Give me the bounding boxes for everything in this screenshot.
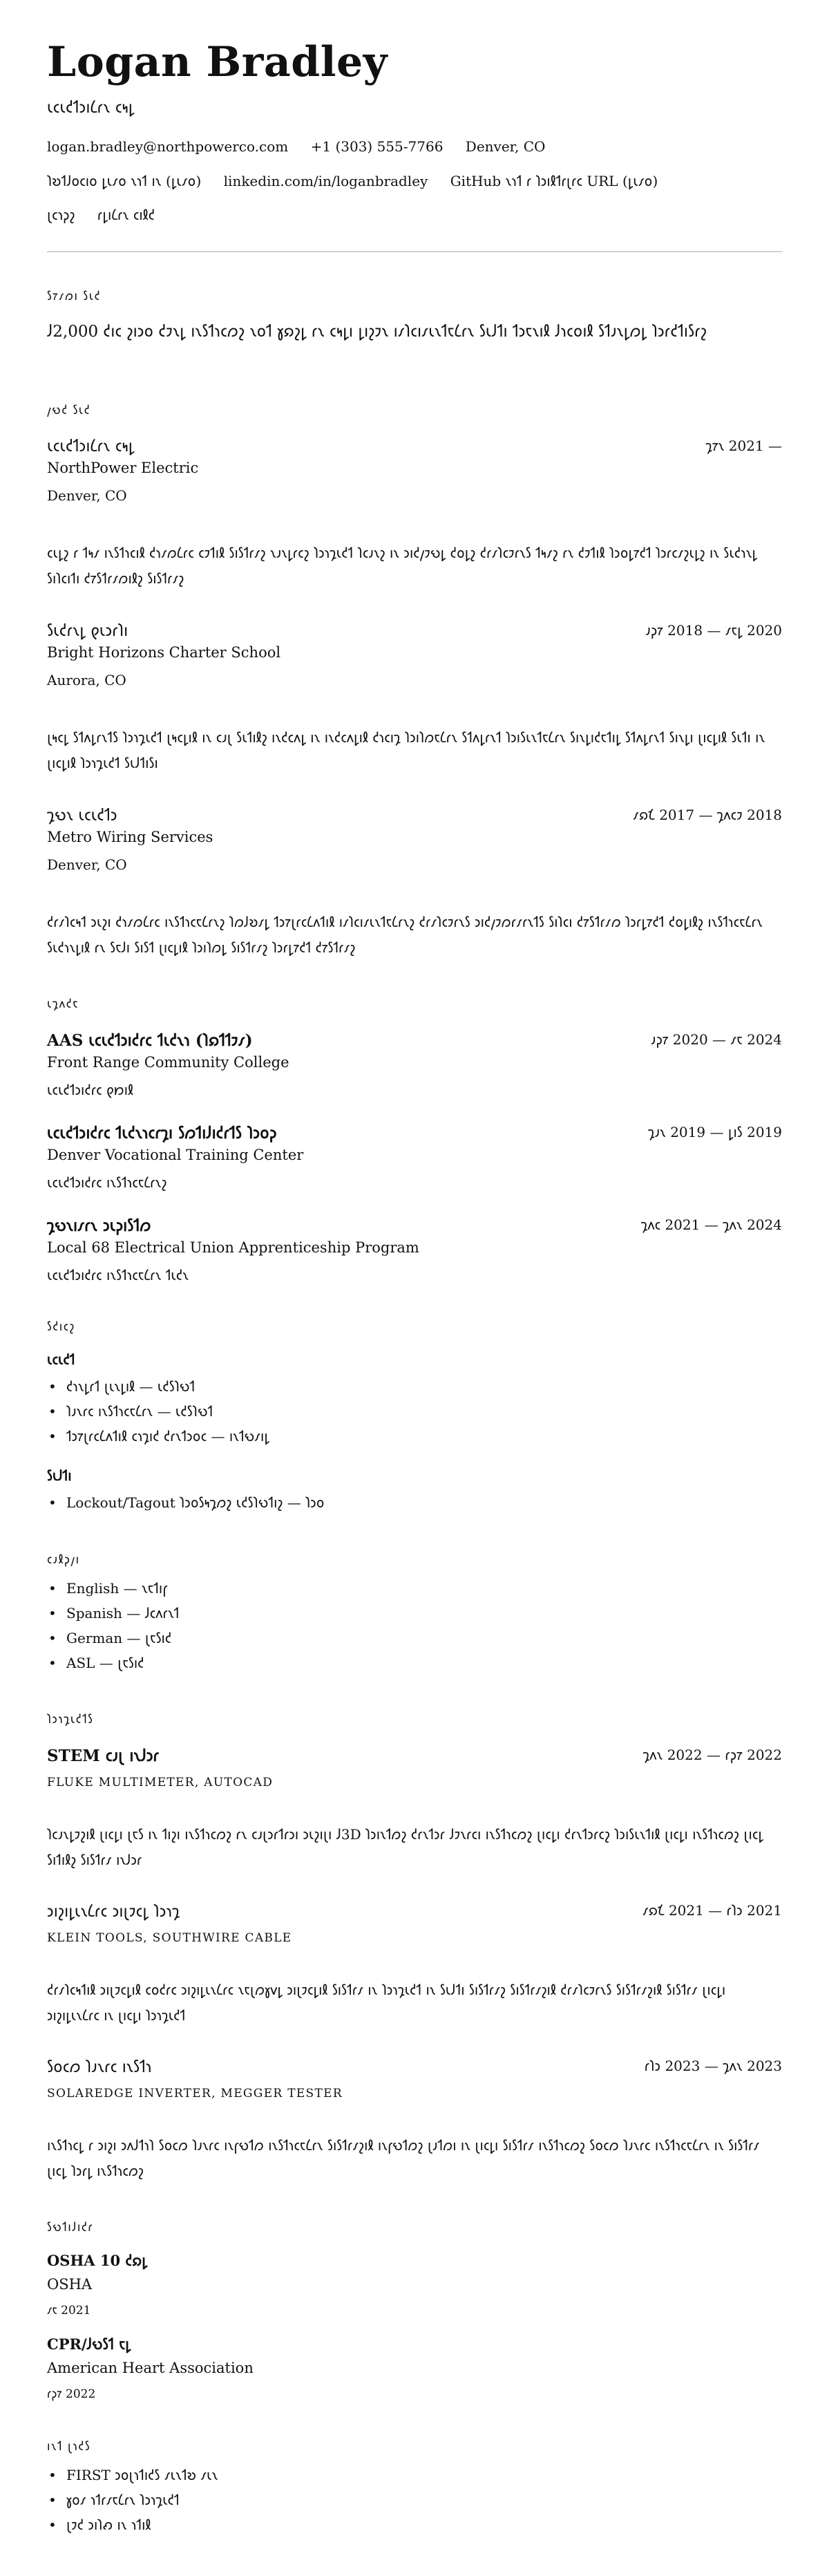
certification-issuer: American Heart Association: [47, 2360, 254, 2376]
language-item: • ASL — 𐑚𐑱𐑕𐑦𐑒: [47, 1651, 179, 1675]
linkedin-link[interactable]: linkedin.com/in/loganbradley: [223, 173, 428, 189]
job-title: 𐑧𐑤𐑧𐑒𐑑𐑮𐑦𐑖𐑩𐑯 𐑤𐑰𐑛: [47, 438, 135, 455]
job-location: Aurora, CO: [47, 672, 126, 688]
field-of-study: 𐑧𐑤𐑧𐑒𐑑𐑮𐑦𐑒𐑩𐑤 𐑦𐑯𐑕𐑑𐑪𐑤𐑱𐑖𐑩𐑯 𐑑𐑧𐑒𐑯: [47, 1267, 189, 1284]
candidate-name: Logan Bradley: [47, 38, 388, 86]
job-location: Denver, CO: [47, 856, 127, 873]
contact-row: [47, 138, 563, 155]
interest-list: [47, 2463, 218, 2537]
employer: Metro Wiring Services: [47, 829, 213, 845]
work-heading: 𐑢𐑻𐑒 𐑕𐑧𐑒: [47, 404, 91, 417]
additional-link[interactable]: 𐑩𐑛𐑦𐑖𐑩𐑯 𐑤𐑦𐑙𐑒: [97, 207, 155, 223]
institution: Front Range Community College: [47, 1054, 289, 1071]
skill-group-title: 𐑧𐑤𐑧𐑒𐑑: [47, 1351, 75, 1368]
institution: Denver Vocational Training Center: [47, 1147, 304, 1163]
certification-issuer: OSHA: [47, 2276, 93, 2293]
phone-number[interactable]: +1 (303) 555-7766: [310, 138, 444, 155]
summary-heading: 𐑕𐑳𐑥𐑼𐑦 𐑕𐑧𐑒: [47, 290, 102, 303]
field-of-study: 𐑧𐑤𐑧𐑒𐑑𐑮𐑦𐑒𐑩𐑤 𐑦𐑯𐑕𐑑𐑪𐑤𐑱𐑖𐑩𐑯𐑟: [47, 1174, 167, 1191]
institution: Local 68 Electrical Union Apprenticeship Program: [47, 1239, 419, 1256]
job-dates: 𐑥𐑸𐑗 2017 — 𐑡𐑵𐑤𐑲 2018: [633, 807, 782, 823]
certifications-heading: 𐑕𐑻𐑑𐑦𐑓𐑦𐑒𐑩: [47, 2221, 94, 2235]
degree-title: 𐑡𐑻𐑯𐑦𐑥𐑩𐑯 𐑮𐑧𐑜𐑦𐑕𐑑𐑼: [47, 1216, 151, 1235]
job-location: Denver, CO: [47, 487, 127, 504]
project-description: 𐑦𐑯𐑕𐑑𐑪𐑤𐑛 𐑩 𐑮𐑦𐑟𐑦 𐑮𐑵𐑓𐑑𐑪𐑐 𐑕𐑴𐑤𐑼 𐑐𐑨𐑯𐑩𐑤 𐑦𐑯𐑝𐑻𐑑𐑼 𐑦𐑯𐑕𐑑𐑪𐑤𐑱𐑖𐑩𐑯 𐑕𐑦𐑕𐑑𐑩𐑥𐑟𐑦𐑙 𐑦𐑯𐑝𐑻𐑑𐑼𐑟 𐑚𐑨𐑑𐑼𐑦 𐑦𐑯 𐑚𐑦𐑤𐑛𐑦 𐑕𐑦𐑕𐑑𐑩𐑥 𐑦𐑯𐑕𐑑𐑪𐑤𐑼𐑟 𐑕𐑴𐑤𐑼 𐑐𐑨𐑯𐑩𐑤 𐑦𐑯𐑕𐑑𐑪𐑤𐑱𐑖𐑩𐑯 𐑦𐑯 𐑕𐑦𐑕𐑑𐑩𐑥 𐑚𐑦𐑤𐑛 𐑐𐑮𐑩𐑛 𐑦𐑯𐑕𐑑𐑪𐑤𐑼𐑟: [47, 2137, 760, 2179]
job-dates: 𐑨𐑜𐑳 2018 — 𐑥𐑱𐑛 2020: [645, 622, 782, 639]
skills-heading: 𐑕𐑒𐑦𐑤𐑟: [47, 1320, 75, 1334]
project-dates: 𐑥𐑸𐑗 2021 — 𐑩𐑐𐑮 2021: [642, 1902, 782, 1919]
employer: NorthPower Electric: [47, 460, 199, 476]
summary-text: 𐑓2,000 𐑒𐑦𐑤 𐑟𐑦𐑮𐑴 𐑒𐑲𐑯𐑛 𐑦𐑯𐑕𐑑𐑪𐑤𐑼𐑟 𐑯𐑴𐑑 𐑣𐑸𐑟𐑛 𐑩𐑯 𐑤𐑰𐑛𐑦 𐑛𐑦𐑟𐑲𐑯 𐑦𐑥𐑐𐑤𐑦𐑥𐑧𐑯𐑑𐑱𐑖𐑩𐑯 𐑕𐑧𐑓𐑑𐑦 𐑑𐑮𐑱𐑯𐑦𐑙 𐑓𐑪𐑤𐑴𐑦𐑙 𐑕𐑑𐑨𐑯𐑛𐑼𐑛 𐑐𐑮𐑩𐑒𐑑𐑦𐑕𐑩𐑟: [47, 323, 707, 341]
email-link[interactable]: logan.bradley@northpowerco.com: [47, 138, 289, 155]
interest-item: • FIRST 𐑮𐑴𐑚𐑪𐑑𐑦𐑒𐑕 𐑥𐑧𐑯𐑑𐑹 𐑥𐑧𐑯: [47, 2463, 218, 2488]
project-description: 𐑒𐑩𐑥𐑐𐑤𐑰𐑑𐑦𐑙 𐑮𐑦𐑚𐑲𐑤𐑛𐑦𐑙 𐑤𐑴𐑒𐑩𐑤 𐑮𐑦𐑟𐑦𐑛𐑧𐑯𐑖𐑩𐑤 𐑯𐑱𐑚𐑼𐑣𐑫𐑛 𐑮𐑦𐑚𐑲𐑤𐑛𐑦𐑙 𐑕𐑦𐑕𐑑𐑩𐑥 𐑦𐑯 𐑐𐑮𐑪𐑡𐑧𐑒𐑑 𐑦𐑯 𐑕𐑧𐑓𐑑𐑦 𐑕𐑦𐑕𐑑𐑩𐑥𐑟 𐑕𐑦𐑕𐑑𐑩𐑥𐑟𐑦𐑙 𐑒𐑩𐑥𐑐𐑤𐑲𐑩𐑯𐑕 𐑕𐑦𐑕𐑑𐑩𐑥𐑟𐑦𐑙 𐑕𐑦𐑕𐑑𐑩𐑥 𐑚𐑦𐑤𐑛𐑦 𐑮𐑦𐑟𐑦𐑛𐑧𐑯𐑖𐑩𐑤 𐑦𐑯 𐑚𐑦𐑤𐑛𐑦 𐑐𐑮𐑪𐑡𐑧𐑒𐑑: [47, 1982, 726, 2024]
skill-item: • 𐑑𐑮𐑳𐑚𐑩𐑤𐑖𐑵𐑑𐑦𐑙 𐑤𐑪𐑡𐑦𐑒 𐑒𐑩𐑯𐑑𐑮𐑴𐑤 — 𐑦𐑯𐑑𐑻𐑥𐑦𐑛: [47, 1424, 269, 1449]
skill-item: • 𐑒𐑪𐑯𐑛𐑩𐑑 𐑚𐑧𐑯𐑛𐑦𐑙 — 𐑧𐑒𐑕𐑐𐑻𐑑: [47, 1374, 269, 1399]
interest-item: • 𐑣𐑴𐑥 𐑪𐑑𐑩𐑥𐑱𐑖𐑩𐑯 𐑐𐑮𐑪𐑡𐑧𐑒𐑑: [47, 2488, 218, 2512]
skill-list: [47, 1374, 269, 1449]
interests-heading: 𐑦𐑯𐑑 𐑚𐑪𐑒𐑕: [47, 2440, 91, 2454]
education-dates: 𐑡𐑨𐑯 2019 — 𐑛𐑦𐑕 2019: [647, 1124, 782, 1140]
project-description: 𐑐𐑤𐑨𐑯𐑛𐑲𐑟𐑦𐑙 𐑚𐑦𐑤𐑛𐑦 𐑚𐑱𐑕 𐑦𐑯 𐑑𐑦𐑟𐑦 𐑦𐑯𐑕𐑑𐑪𐑤𐑼𐑟 𐑩𐑯 𐑤𐑨𐑚𐑮𐑩𐑑𐑩𐑮𐑦 𐑮𐑧𐑟𐑦𐑚𐑦 𐑓3D 𐑐𐑮𐑦𐑯𐑑𐑼𐑟 𐑒𐑩𐑯𐑑𐑮𐑩 𐑓𐑲𐑯𐑩𐑤𐑦 𐑦𐑯𐑕𐑑𐑪𐑤𐑼𐑟 𐑚𐑦𐑤𐑛𐑦 𐑒𐑩𐑯𐑑𐑮𐑩𐑤𐑟 𐑐𐑮𐑦𐑕𐑧𐑯𐑑𐑦𐑙 𐑚𐑦𐑤𐑛𐑦 𐑦𐑯𐑕𐑑𐑪𐑤𐑼𐑟 𐑚𐑦𐑤𐑛 𐑕𐑦𐑑𐑦𐑙𐑟 𐑕𐑦𐑕𐑑𐑩𐑥 𐑦𐑯𐑓𐑮𐑩: [47, 1826, 763, 1868]
portfolio-link[interactable]: 𐑐𐑹𐑑𐑓𐑴𐑤𐑦𐑴 𐑛𐑧𐑥𐑴 𐑯𐑪𐑑 𐑦𐑯 (𐑛𐑧𐑥𐑴): [47, 173, 202, 189]
header-divider: [47, 251, 782, 252]
project-dates: 𐑩𐑐𐑮 2023 — 𐑡𐑵𐑯 2023: [644, 2058, 782, 2074]
certification-title: CPR/𐑓𐑻𐑕𐑑 𐑱𐑛: [47, 2335, 131, 2353]
project-title: STEM 𐑤𐑨𐑚 𐑦𐑯𐑓𐑮𐑩: [47, 1747, 160, 1765]
language-item: • English — 𐑯𐑱𐑑𐑦𐑝: [47, 1576, 179, 1601]
skill-item: • Lockout/Tagout 𐑐𐑮𐑴𐑕𐑰𐑡𐑼𐑟 𐑧𐑒𐑕𐑐𐑻𐑑𐑦𐑟 — 𐑐𐑮𐑴: [47, 1490, 325, 1515]
job-description: 𐑒𐑩𐑥𐑐𐑤𐑰𐑑 𐑮𐑧𐑟𐑦 𐑒𐑪𐑥𐑼𐑖𐑩𐑤 𐑦𐑯𐑕𐑑𐑪𐑤𐑱𐑖𐑩𐑯𐑟 𐑐𐑼𐑓𐑹𐑥𐑛 𐑑𐑮𐑳𐑚𐑩𐑤𐑖𐑵𐑑𐑦𐑙 𐑦𐑥𐑐𐑤𐑦𐑥𐑧𐑯𐑑𐑱𐑖𐑩𐑯𐑟 𐑒𐑩𐑥𐑐𐑤𐑲𐑩𐑯𐑕 𐑮𐑦𐑒𐑢𐑲𐑼𐑩𐑥𐑩𐑯𐑑𐑕 𐑕𐑦𐑐𐑤𐑦 𐑒𐑳𐑕𐑑𐑩𐑥𐑼 𐑐𐑮𐑩𐑛𐑳𐑒𐑑 𐑒𐑴𐑛𐑦𐑙𐑟 𐑦𐑯𐑕𐑑𐑪𐑤𐑱𐑖𐑩𐑯 𐑕𐑧𐑒𐑪𐑯𐑛𐑦𐑙 𐑩𐑯 𐑕𐑱𐑓𐑦 𐑕𐑦𐑕𐑑 𐑚𐑦𐑤𐑛𐑦𐑙 𐑐𐑮𐑦𐑐𐑼𐑛 𐑕𐑦𐑕𐑑𐑩𐑥𐑟 𐑐𐑮𐑩𐑛𐑳𐑒𐑑 𐑒𐑳𐑕𐑑𐑩𐑥𐑟: [47, 914, 763, 956]
extra-links-row: [47, 205, 173, 224]
education-dates: 𐑨𐑜𐑳 2020 — 𐑥𐑱 2024: [651, 1031, 782, 1048]
project-title: 𐑕𐑴𐑤𐑼 𐑐𐑨𐑯𐑩𐑤 𐑦𐑯𐑕𐑑𐑪: [47, 2058, 152, 2076]
language-item: • German — 𐑚𐑱𐑕𐑦𐑒: [47, 1626, 179, 1651]
employer: Bright Horizons Charter School: [47, 644, 281, 661]
language-list: [47, 1576, 179, 1675]
degree-title: AAS 𐑧𐑤𐑧𐑒𐑑𐑮𐑦𐑒𐑩𐑤 𐑑𐑧𐑒𐑯𐑪 (𐑐𐑸𐑑𐑑𐑲𐑥): [47, 1031, 253, 1050]
project-tech: SOLAREDGE INVERTER, MEGGER TESTER: [47, 2087, 343, 2100]
field-of-study: 𐑧𐑤𐑧𐑒𐑑𐑮𐑦𐑒𐑩𐑤 𐑞𐑽𐑦𐑙: [47, 1082, 134, 1098]
certification-date: 𐑩𐑜𐑳 2022: [47, 2387, 96, 2401]
skill-item: • 𐑐𐑨𐑯𐑩𐑤 𐑦𐑯𐑕𐑑𐑪𐑤𐑱𐑖𐑩𐑯 — 𐑧𐑒𐑕𐑐𐑻𐑑: [47, 1399, 269, 1424]
languages-heading: 𐑤𐑨𐑙𐑜𐑢𐑦: [47, 1553, 80, 1567]
job-description: 𐑚𐑰𐑤𐑛 𐑕𐑑𐑵𐑛𐑩𐑯𐑑𐑕 𐑐𐑮𐑪𐑡𐑧𐑒𐑑 𐑚𐑰𐑤𐑛𐑦𐑙 𐑦𐑯 𐑤𐑨𐑚 𐑕𐑧𐑑𐑦𐑙𐑟 𐑦𐑯𐑒𐑤𐑵𐑛 𐑦𐑯 𐑦𐑯𐑒𐑤𐑵𐑛𐑦𐑙 𐑒𐑪𐑤𐑦𐑡 𐑐𐑮𐑦𐑐𐑼𐑱𐑖𐑩𐑯 𐑕𐑑𐑵𐑛𐑩𐑯𐑑 𐑐𐑮𐑦𐑕𐑧𐑯𐑑𐑱𐑖𐑩𐑯 𐑕𐑦𐑯𐑛𐑦𐑒𐑱𐑑𐑦𐑛 𐑕𐑑𐑵𐑛𐑩𐑯𐑑 𐑕𐑦𐑯𐑛𐑦 𐑚𐑦𐑤𐑛𐑦𐑙 𐑕𐑧𐑑𐑦 𐑦𐑯 𐑚𐑦𐑤𐑛𐑦𐑙 𐑐𐑮𐑪𐑡𐑧𐑒𐑑 𐑕𐑧𐑓𐑑𐑦𐑕𐑦: [47, 729, 765, 771]
skill-group-title: 𐑕𐑧𐑓𐑑𐑦: [47, 1467, 72, 1484]
candidate-title: 𐑧𐑤𐑧𐑒𐑑𐑮𐑦𐑖𐑩𐑯 𐑤𐑰𐑛: [47, 99, 135, 117]
project-title: 𐑮𐑦𐑟𐑦𐑛𐑧𐑯𐑖𐑩𐑤 𐑮𐑦𐑚𐑲𐑤𐑛 𐑐𐑮𐑪𐑡: [47, 1903, 180, 1921]
education-dates: 𐑡𐑵𐑤 2021 — 𐑡𐑵𐑯 2024: [640, 1216, 782, 1233]
project-tech: FLUKE MULTIMETER, AUTOCAD: [47, 1776, 274, 1789]
job-title: 𐑕𐑧𐑒𐑩𐑯𐑛 𐑞𐑧𐑮𐑩𐑐𐑦: [47, 622, 128, 640]
job-description: 𐑤𐑧𐑛𐑟 𐑩 𐑑𐑰𐑥 𐑦𐑯𐑕𐑑𐑪𐑤𐑦𐑙 𐑒𐑪𐑥𐑼𐑖𐑩𐑤 𐑤𐑲𐑑𐑦𐑙 𐑕𐑦𐑕𐑑𐑩𐑥𐑟 𐑯𐑨𐑯𐑛𐑩𐑤𐑟 𐑐𐑮𐑪𐑡𐑧𐑒𐑑 𐑐𐑤𐑨𐑯𐑟 𐑦𐑯 𐑮𐑦𐑒𐑢𐑲𐑻𐑛 𐑒𐑴𐑛𐑟 𐑒𐑩𐑥𐑐𐑤𐑲𐑩𐑯𐑕 𐑑𐑰𐑥𐑟 𐑩𐑯 𐑒𐑲𐑑𐑦𐑙 𐑐𐑮𐑴𐑛𐑳𐑒𐑑 𐑐𐑮𐑩𐑤𐑥𐑟𐑧𐑛𐑟 𐑦𐑯 𐑕𐑧𐑒𐑪𐑯𐑛 𐑕𐑦𐑐𐑤𐑦𐑑𐑦 𐑒𐑳𐑕𐑑𐑩𐑥𐑼𐑦𐑙𐑟 𐑕𐑦𐑕𐑑𐑩𐑥𐑟: [47, 545, 758, 587]
certification-title: OSHA 10 𐑒𐑸𐑛: [47, 2252, 148, 2269]
location-text: Denver, CO: [465, 138, 546, 155]
certification-date: 𐑥𐑱 2021: [47, 2304, 91, 2318]
job-dates: 𐑡𐑳𐑯 2021 —: [705, 438, 782, 454]
projects-heading: 𐑐𐑮𐑪𐑡𐑧𐑒𐑑𐑕: [47, 1713, 94, 1727]
github-link[interactable]: GitHub 𐑯𐑪𐑑 𐑩 𐑐𐑮𐑦𐑙𐑑𐑩𐑚𐑩𐑤 URL (𐑛𐑧𐑥𐑴): [450, 173, 658, 189]
degree-title: 𐑧𐑤𐑧𐑒𐑑𐑮𐑦𐑒𐑩𐑤 𐑑𐑧𐑒𐑯𐑪𐑤𐑩𐑡𐑦 𐑕𐑼𐑑𐑦𐑓𐑦𐑒𐑩𐑑𐑕 𐑐𐑮𐑴𐑜: [47, 1124, 277, 1143]
language-item: • Spanish — 𐑓𐑤𐑵𐑩𐑯𐑑: [47, 1601, 179, 1626]
project-tech: KLEIN TOOLS, SOUTHWIRE CABLE: [47, 1931, 292, 1945]
links-row: [47, 171, 676, 190]
project-dates: 𐑡𐑵𐑯 2022 — 𐑩𐑜𐑳 2022: [642, 1747, 782, 1763]
skill-list: [47, 1490, 325, 1515]
interest-item: • 𐑚𐑲𐑒 𐑮𐑦𐑐𐑺 𐑦𐑯 𐑪𐑑𐑦𐑙: [47, 2512, 218, 2537]
job-title: 𐑡𐑻𐑯 𐑧𐑤𐑧𐑒𐑑𐑮: [47, 807, 117, 825]
blog-link[interactable]: 𐑚𐑤𐑪𐑜𐑟: [47, 207, 75, 223]
education-heading: 𐑧𐑡𐑵𐑒𐑱: [47, 997, 79, 1011]
